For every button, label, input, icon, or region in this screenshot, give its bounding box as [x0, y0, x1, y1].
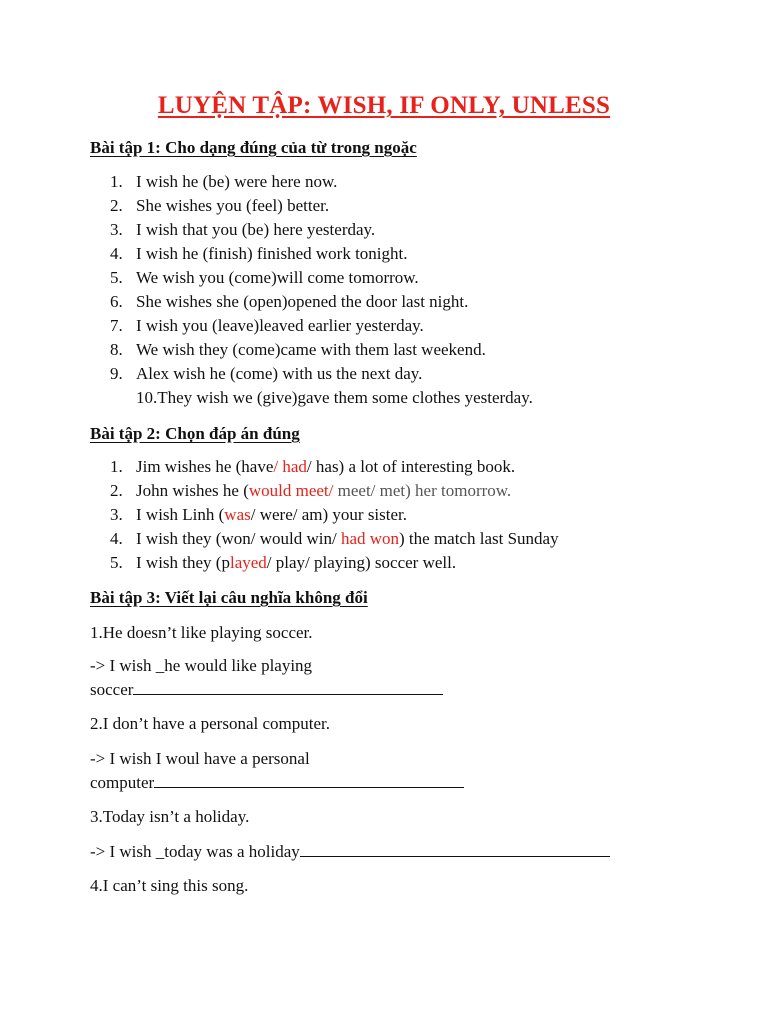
document-page: LUYỆN TẬP: WISH, IF ONLY, UNLESS Bài tập 1: Cho dạng đúng của từ trong ngoặc 1. I wish he (be) were here now. 2. She wishes you (feel) better. 3. I wish that you (be) here yesterday. 4. I wish he (finish) finished work tonight. 5. We wish you (come)will come tomorrow. 6. She wishes she (open)opened the door last night. 7. I wish you (leave)leaved earlier yesterday. 8. We wish they (come)came with them last weekend. 9. Alex wish he (come) with us the next day. 10.They wish we (give)gave them some clothes yesterday. Bài tập 2: Chọn đáp án đúng 1. Jim wishes he (have/ had/ has) a lot of interesting book. 2. John wishes he (would meet/ meet/ met) her tomorrow. 3. I wish Linh (was/ were/ am) your sister. 4. I wish they (won/ would win/ had won) the match last Sunday 5. I wish they (played/ play/ playing) soccer well. Bài tập 3: Viết lại câu nghĩa không đổi 1.He doesn’t like playing soccer. -> I wish _he would like playing soccer 2.I don’t have a personal computer. -> I wish I woul have a personal computer 3.Today isn’t a holiday. -> I wish _today was a holiday 4.I can’t sing this song.	[0, 0, 768, 1024]
answer-2-line-2: computer	[90, 772, 464, 794]
selected-answer: would meet/	[248, 481, 334, 500]
answer-blank	[300, 842, 610, 857]
exercise-1-heading: Bài tập 1: Cho dạng đúng của từ trong ngoặc	[90, 138, 417, 157]
question-2: 2.I don’t have a personal computer.	[90, 714, 330, 733]
exercise-2-heading: Bài tập 2: Chọn đáp án đúng	[90, 424, 300, 443]
answer-1-line-2: soccer	[90, 679, 443, 701]
answer-1-line-1: -> I wish _he would like playing	[90, 656, 313, 675]
question-1: 1.He doesn’t like playing soccer.	[90, 623, 313, 642]
answer-2-line-1: -> I wish I woul have a personal	[90, 749, 310, 768]
selected-answer: had won	[340, 529, 400, 548]
selected-answer: was	[224, 505, 251, 524]
selected-answer: / had	[273, 457, 307, 476]
question-3: 3.Today isn’t a holiday.	[90, 807, 250, 826]
question-4: 4.I can’t sing this song.	[90, 876, 249, 895]
answer-3-line-1: -> I wish _today was a holiday	[90, 841, 610, 863]
selected-answer: layed	[229, 553, 267, 572]
page-title: LUYỆN TẬP: WISH, IF ONLY, UNLESS	[157, 92, 611, 119]
exercise-3-heading: Bài tập 3: Viết lại câu nghĩa không đổi	[90, 588, 368, 607]
answer-blank	[154, 773, 464, 788]
answer-blank	[133, 680, 443, 695]
